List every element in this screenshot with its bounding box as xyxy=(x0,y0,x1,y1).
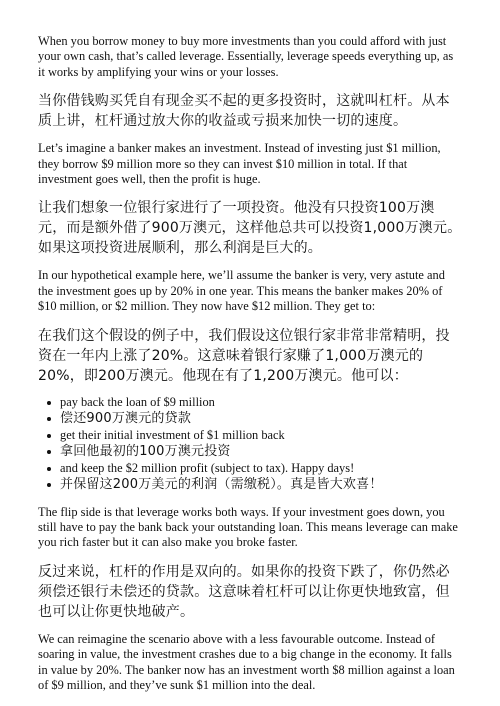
list-item: 拿回他最初的100万澳元投资 xyxy=(60,443,462,460)
paragraph-leverage-definition-zh: 当你借钱购买凭自有现金买不起的更多投资时，这就叫杠杆。从本质上讲，杠杆通过放大你的收益或亏损来加快一切的速度。 xyxy=(38,93,450,130)
paragraph-banker-investment-en: Let’s imagine a banker makes an investment. Instead of investing just $1 million, they borrow $9 million more so they can invest $10 million in total. If that investment goes well, then the profit is huge. xyxy=(38,141,441,187)
paragraph-leverage-definition-en: When you borrow money to buy more investments than you could afford with just your own cash, that’s called leverage. Essentially, leverage speeds everything up, as it works by amplifying your wins or your losses. xyxy=(38,34,454,79)
paragraph-flip-side-zh: 反过来说，杠杆的作用是双向的。如果你的投资下跌了，你仍然必须偿还银行未偿还的贷款。这意味着杠杆可以让你更快地致富，但也可以让你更快地破产。 xyxy=(38,563,450,620)
paragraph-crash-scenario-en: We can reimagine the scenario above with a less favourable outcome. Instead of soaring in value, the investment crashes due to a big change in the economy. It falls in value by 20%. The banker now has an investment worth $8 million against a loan of $9 million, and they’ve sunk $1 million into the deal. xyxy=(38,631,455,693)
list-item: get their initial investment of $1 million back xyxy=(60,427,462,443)
paragraph-banker-investment-zh: 让我们想象一位银行家进行了一项投资。他没有只投资100万澳元，而是额外借了900万澳元，这样他总共可以投资1,000万澳元。如果这项投资进展顺利，那么利润是巨大的。 xyxy=(38,200,462,257)
list-item: pay back the loan of $9 million xyxy=(60,394,462,410)
list-item: and keep the $2 million profit (subject to tax). Happy days! xyxy=(60,460,462,476)
bullet-list xyxy=(38,394,462,493)
paragraph-hypothetical-gain-zh: 在我们这个假设的例子中，我们假设这位银行家非常非常精明，投资在一年内上涨了20%。这意味着银行家赚了1,000万澳元的20%，即200万澳元。他现在有了1,200万澳元。他可以： xyxy=(38,327,450,384)
list-item: 偿还900万澳元的贷款 xyxy=(60,410,462,427)
paragraph-flip-side-en: The flip side is that leverage works both ways. If your investment goes down, you still have to pay the bank back your outstanding loan. This means leverage can make you rich faster but it can also make you broke faster. xyxy=(38,504,458,550)
paragraph-hypothetical-gain-en: In our hypothetical example here, we’ll assume the banker is very, very astute and the investment goes up by 20% in one year. This means the banker makes 20% of $10 million, or $2 million. They now have $12 million. They get to: xyxy=(38,268,445,314)
list-item: 并保留这200万美元的利润（需缴税）。真是皆大欢喜！ xyxy=(60,476,462,493)
